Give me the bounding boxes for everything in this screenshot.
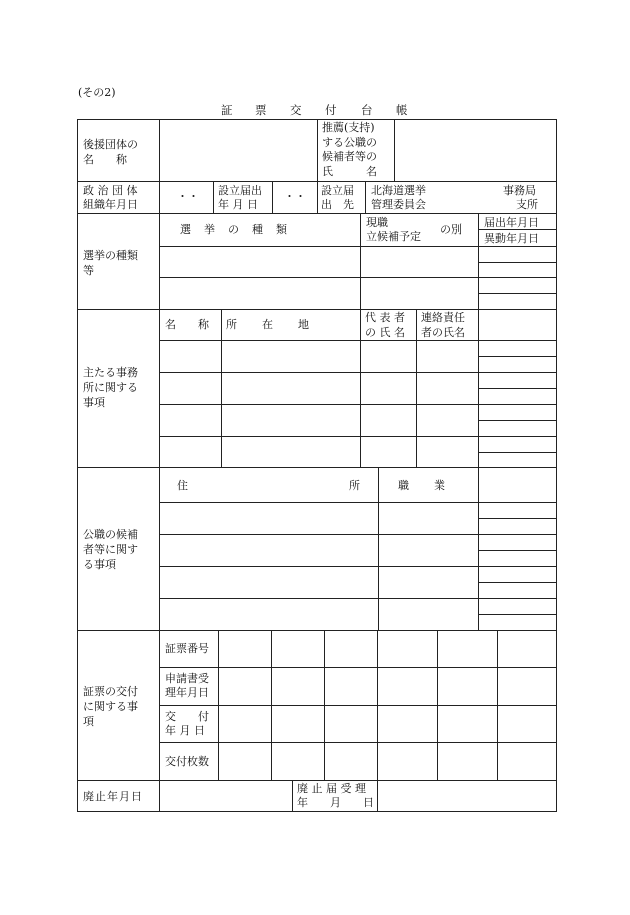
candidate-job-header: 職 業 (398, 479, 446, 492)
candidate-name-label: 推薦(支持) する公職の 候補者等の 氏 名 (322, 121, 377, 178)
issue-row-issue-count: 交付枚数 (165, 755, 209, 768)
issue-row-application-date: 申請書受 理年月日 (165, 672, 209, 699)
issue-row-issue-date: 交 付 年 月 日 (165, 710, 209, 737)
page-label: (その2) (78, 86, 116, 99)
candidate-address-header-b: 所 (349, 479, 360, 492)
candidate-address-header-a: 住 (177, 479, 188, 492)
notify-to-label: 設立届 出 先 (321, 184, 354, 211)
group-name-label: 後援団体の 名 称 (83, 138, 138, 166)
group-name-field[interactable] (160, 120, 317, 181)
office-name-header: 名 称 (165, 318, 209, 331)
main-office-label: 主たる事務 所に関する 事項 (83, 366, 138, 409)
election-kind-header: 選 挙 の 種 類 (180, 223, 288, 236)
office-line1-right: 事務局 (503, 184, 536, 197)
status-header-c: の別 (440, 223, 462, 236)
issue-label: 証票の交付 に関する事 項 (83, 685, 138, 728)
election-kind-label: 選挙の種類 等 (83, 249, 138, 277)
title-char: 帳 (396, 103, 409, 117)
notice-date-header: 届出年月日 異動年月日 (484, 216, 539, 245)
office-contact-header: 連絡責任 者の氏名 (421, 311, 465, 339)
candidate-name-field[interactable] (395, 120, 556, 181)
title-char: 付 (325, 103, 338, 117)
setup-notice-date-label: 設立届出 年 月 日 (218, 184, 262, 211)
office-rep-header: 代 表 者 の 氏 名 (365, 311, 405, 339)
office-line2: 管理委員会 (371, 198, 426, 211)
office-line2-right: 支所 (516, 198, 538, 211)
issue-row-certificate-number: 証票番号 (165, 642, 209, 655)
abolish-receipt-field[interactable] (378, 781, 556, 811)
title-char: 票 (255, 103, 268, 117)
title-char: 交 (290, 103, 303, 117)
abolish-date-field[interactable] (160, 781, 292, 811)
abolish-date-label: 廃止年月日 (83, 790, 143, 803)
abolish-receipt-label: 廃 止 届 受 理 年 月 日 (297, 782, 374, 809)
setup-notice-date-field[interactable]: ・・ (284, 190, 306, 203)
title-char: 証 (221, 103, 234, 117)
status-header-b: 立候補予定 (366, 230, 421, 243)
office-line1: 北海道選挙 (371, 184, 426, 197)
office-address-header: 所 在 地 (226, 318, 310, 331)
title-char: 台 (361, 103, 374, 117)
status-header-a: 現職 (366, 216, 388, 229)
candidate-info-label: 公職の候補 者等に関す る事項 (83, 528, 138, 571)
political-org-date-label: 政 治 団 体 組織年月日 (83, 184, 138, 211)
org-date-field[interactable]: ・・ (177, 190, 199, 203)
